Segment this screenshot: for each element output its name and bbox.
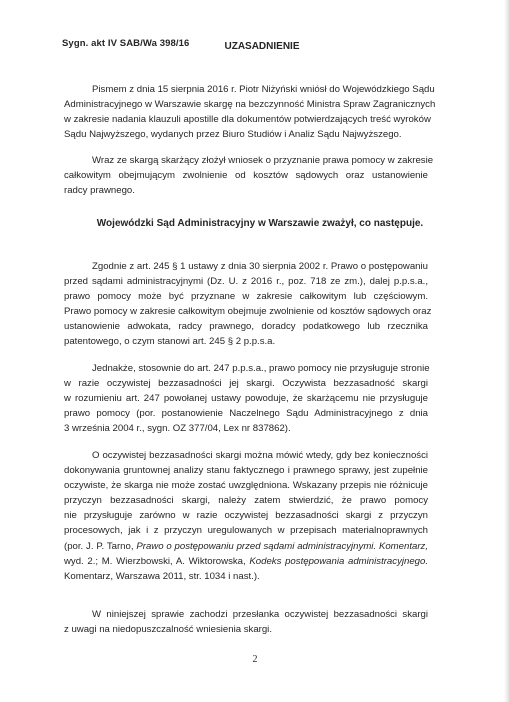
paragraph-line: ustanowienie adwokata, radcy prawnego, doradcy podatkowego lub rzecznika: [64, 321, 428, 333]
paragraph-line: Wraz ze skargą skarżący złożył wniosek o przyznanie prawa pomocy w zakresie: [92, 155, 434, 166]
paragraph-line: w zakresie nadania klauzuli apostille dla dokumentów potwierdzających treść wyroków: [64, 114, 431, 126]
paragraph-line: w rozumieniu art. 247 powołanej ustawy powoduje, że skarżącemu nie przysługuje: [64, 393, 428, 405]
court-statement-text: Wojewódzki Sąd Administracyjny w Warszawie zważył, co następuje.: [96, 218, 424, 229]
document-title-text: UZASADNIENIE: [224, 41, 300, 52]
paragraph-line-citation: [64, 539, 428, 554]
paragraph-legal-aid-request: [64, 153, 434, 198]
paragraph-line: radcy prawnego.: [64, 185, 135, 197]
paragraph-line: z uwagi na niedopuszczalność wniesienia skargi.: [64, 624, 272, 636]
court-statement: [0, 218, 510, 229]
paragraph-line: Pismem z dnia 15 sierpnia 2016 r. Piotr Niżyński wniósł do Wojewódzkiego Sądu: [92, 84, 435, 95]
paragraph-line: prawo pomocy (por. postanowienie Naczelnego Sądu Administracyjnego z dnia: [64, 408, 428, 420]
paragraph-line: patentowego, o czym stanowi art. 245 § 2 p.p.s.a.: [64, 336, 276, 348]
paragraph-line: przyczyn bezzasadności skargi, należy zatem stwierdzić, że prawo pomocy: [64, 495, 428, 507]
paragraph-line: dokonywania gruntownej analizy stanu faktycznego i prawnego sprawy, jest zupełnie: [64, 465, 428, 477]
page-number: 2: [252, 654, 258, 665]
paragraph-manifest-groundlessness: [64, 448, 428, 584]
paragraph-line: Prawo pomocy w zakresie całkowitym obejmuje zwolnienie od kosztów sądowych oraz: [64, 306, 432, 318]
citation-text: (por. J. P. Tarno,: [64, 540, 137, 552]
paragraph-line: Jednakże, stosownie do art. 247 p.p.s.a., prawo pomocy nie przysługuje stronie: [92, 363, 430, 374]
paragraph-line: Komentarz, Warszawa 2011, str. 1034 i nast.).: [64, 570, 260, 582]
paragraph-line: całkowitym obejmującym zwolnienie od kosztów sądowych oraz ustanowienie: [64, 170, 428, 182]
paragraph-line: w razie oczywistej bezzasadności jej skargi. Oczywista bezzasadność skargi: [64, 378, 428, 390]
citation-text: wyd. 2.; M. Wierzbowski, A. Wiktorowska,: [64, 555, 250, 567]
paragraph-line: oczywiste, że skarga nie może zostać uwzględniona. Wskazany przepis nie różnicuje: [64, 480, 428, 492]
page-edge-shadow: [504, 0, 510, 702]
paragraph-line: przed sądami administracyjnymi (Dz. U. z 2016 r., poz. 718 ze zm.), dalej p.p.s.a.,: [64, 276, 428, 288]
paragraph-line-citation: [64, 554, 428, 569]
paragraph-line: W niniejszej sprawie zachodzi przesłanka oczywistej bezzasadności skargi: [92, 609, 428, 620]
citation-title-italic: Kodeks postępowania administracyjnego.: [249, 555, 429, 567]
paragraph-line: O oczywistej bezzasadności skargi można mówić wtedy, gdy bez konieczności: [92, 450, 428, 461]
paragraph-art-247: [64, 361, 428, 436]
case-signature: Sygn. akt IV SAB/Wa 398/16: [62, 38, 190, 49]
paragraph-complaint: [64, 82, 436, 142]
paragraph-line: Zgodnie z art. 245 § 1 ustawy z dnia 30 sierpnia 2002 r. Prawo o postępowaniu: [92, 261, 428, 272]
paragraph-line: Sądu Najwyższego, wydanych przez Biuro Studiów i Analiz Sądu Najwyższego.: [64, 129, 402, 141]
paragraph-line: 3 września 2004 r., sygn. OZ 377/04, Lex nr 837862).: [64, 423, 291, 435]
paragraph-conclusion: [64, 607, 428, 637]
paragraph-line: nie przysługuje zarówno w razie oczywistej bezzasadności skargi z przyczyn: [64, 510, 428, 522]
paragraph-art-245: [64, 259, 432, 350]
paragraph-line: procesowych, jak i z przyczyn uregulowanych w przepisach materialnoprawnych: [64, 525, 428, 537]
document-title: [0, 41, 510, 52]
paragraph-line: Administracyjnego w Warszawie skargę na bezczynność Ministra Spraw Zagranicznych: [64, 99, 436, 111]
paragraph-line: prawo pomocy może być przyznane w zakresie całkowitym lub częściowym.: [64, 291, 428, 303]
citation-title-italic: Prawo o postępowaniu przed sądami administracyjnymi. Komentarz,: [136, 540, 429, 552]
